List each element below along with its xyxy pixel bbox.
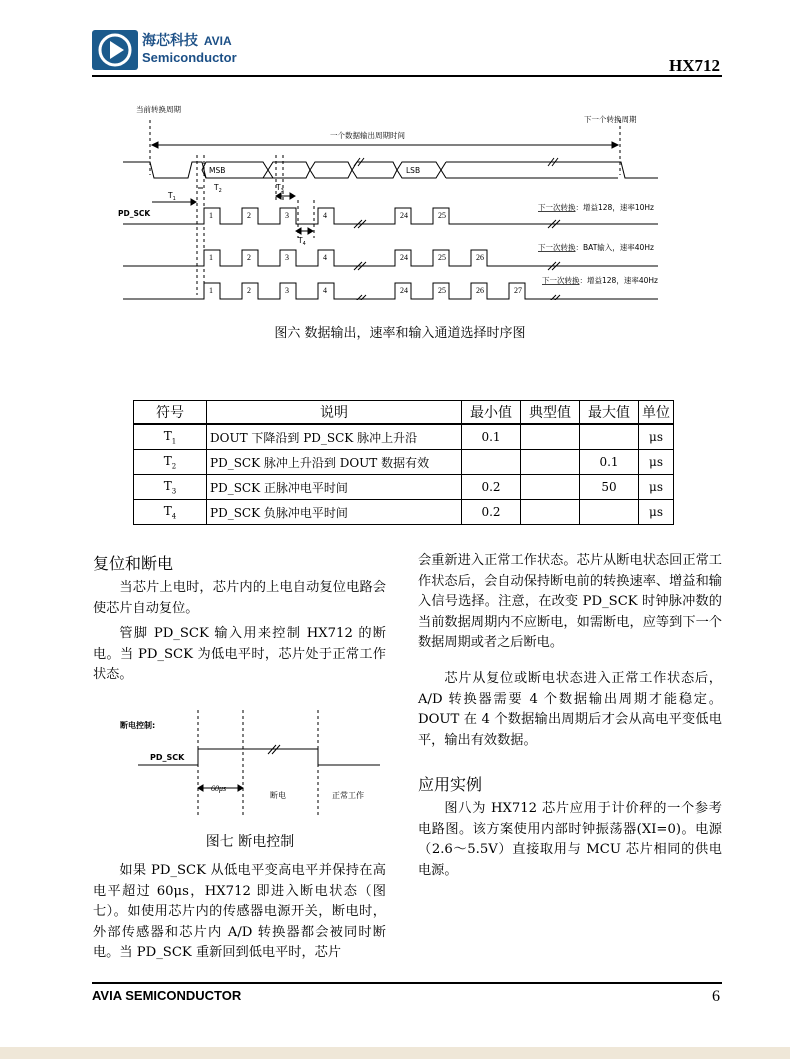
cell-min: 0.1 bbox=[462, 424, 521, 450]
msb-label: MSB bbox=[209, 166, 226, 175]
application-heading: 应用实例 bbox=[418, 775, 483, 794]
page-bottom-band bbox=[0, 1047, 790, 1059]
left-paragraph-1: 当芯片上电时，芯片内的上电自动复位电路会使芯片自动复位。 bbox=[93, 580, 386, 616]
model-number: HX712 bbox=[669, 56, 720, 75]
col-unit: 单位 bbox=[639, 401, 674, 425]
cell-unit: μs bbox=[639, 475, 674, 500]
cell-unit: μs bbox=[639, 450, 674, 475]
cell-typ bbox=[521, 500, 580, 525]
pulse-label: 2 bbox=[247, 211, 251, 220]
pd-sck-pulse-train bbox=[123, 283, 658, 299]
pd-sck-pulse-train bbox=[123, 250, 658, 266]
pulse-label: 27 bbox=[514, 286, 522, 295]
pulse-label: 1 bbox=[209, 253, 213, 262]
t1-label: $T_1$ bbox=[168, 191, 176, 202]
cell-symbol: $T_1$ bbox=[134, 424, 207, 450]
logo-play-icon bbox=[92, 30, 138, 70]
row2-next-conversion: 下一次转换：BAT输入，速率40Hz bbox=[538, 243, 654, 252]
cell-typ bbox=[521, 424, 580, 450]
cell-min: 0.2 bbox=[462, 475, 521, 500]
pulse-label: 3 bbox=[285, 211, 289, 220]
table-row bbox=[134, 475, 674, 500]
pulse-label: 26 bbox=[476, 253, 484, 262]
figure6-caption: 图六 数据输出，速率和输入通道选择时序图 bbox=[274, 326, 526, 341]
reset-powerdown-heading: 复位和断电 bbox=[93, 554, 174, 573]
fig7-time: 60μs bbox=[211, 784, 227, 793]
table-header-row bbox=[134, 401, 674, 425]
pulse-label: 1 bbox=[209, 286, 213, 295]
cell-description: DOUT 下降沿到 PD_SCK 脉冲上升沿 bbox=[207, 424, 462, 450]
col-min: 最小值 bbox=[462, 401, 521, 425]
t4-label: $T_4$ bbox=[298, 236, 306, 247]
col-description: 说明 bbox=[207, 401, 462, 425]
pulse-label: 24 bbox=[400, 286, 408, 295]
current-cycle-label: 当前转换周期 bbox=[136, 105, 181, 114]
cell-max bbox=[580, 500, 639, 525]
cell-typ bbox=[521, 475, 580, 500]
pulse-label: 2 bbox=[247, 286, 251, 295]
fig7-normal: 正常工作 bbox=[332, 791, 364, 800]
cell-max: 50 bbox=[580, 475, 639, 500]
row1-next-conversion: 下一次转换：增益128，速率10Hz bbox=[538, 203, 654, 212]
pulse-label: 25 bbox=[438, 211, 446, 220]
pulse-label: 4 bbox=[323, 253, 327, 262]
t2-label: $T_2$ bbox=[214, 183, 222, 194]
footer-divider bbox=[92, 982, 722, 984]
col-max: 最大值 bbox=[580, 401, 639, 425]
page-number: 6 bbox=[712, 988, 720, 1005]
cell-description: PD_SCK 正脉冲电平时间 bbox=[207, 475, 462, 500]
cell-unit: μs bbox=[639, 500, 674, 525]
timing-spec-table bbox=[133, 400, 674, 525]
left-paragraph-2: 管脚 PD_SCK 输入用来控制 HX712 的断电。当 PD_SCK 为低电平时，芯片处于正常工作状态。 bbox=[93, 626, 386, 682]
table-row bbox=[134, 450, 674, 475]
footer-company: AVIA SEMICONDUCTOR bbox=[92, 988, 242, 1003]
table-row bbox=[134, 424, 674, 450]
pulse-label: 3 bbox=[285, 286, 289, 295]
company-logo bbox=[92, 30, 138, 70]
figure7-caption: 图七 断电控制 bbox=[205, 834, 295, 850]
pulse-label: 4 bbox=[323, 286, 327, 295]
pulse-label: 24 bbox=[400, 253, 408, 262]
cell-symbol: $T_2$ bbox=[134, 450, 207, 475]
pulse-label: 2 bbox=[247, 253, 251, 262]
pd-sck-label: PD_SCK bbox=[118, 209, 151, 218]
cell-description: PD_SCK 脉冲上升沿到 DOUT 数据有效 bbox=[207, 450, 462, 475]
col-typ: 典型值 bbox=[521, 401, 580, 425]
right-paragraph-3: 图八为 HX712 芯片应用于计价秤的一个参考电路图。该方案使用内部时钟振荡器(XI=0)。电源（2.6～5.5V）直接取用与 MCU 芯片相同的供电电源。 bbox=[418, 801, 722, 878]
header-divider bbox=[92, 75, 722, 77]
pulse-label: 4 bbox=[323, 211, 327, 220]
fig7-power-down: 断电 bbox=[270, 791, 286, 800]
fig7-pd-sck: PD_SCK bbox=[150, 753, 185, 762]
data-period-label: 一个数据输出周期时间 bbox=[330, 131, 405, 140]
row3-next-conversion: 下一次转换：增益128，速率40Hz bbox=[542, 276, 658, 285]
cell-max: 0.1 bbox=[580, 450, 639, 475]
logo-chinese-name: 海芯科技 AVIA bbox=[142, 32, 232, 48]
pulse-label: 3 bbox=[285, 253, 289, 262]
timing-diagram bbox=[118, 100, 688, 300]
pulse-label: 25 bbox=[438, 253, 446, 262]
right-paragraph-1: 会重新进入正常工作状态。芯片从断电状态回正常工作状态后，会自动保持断电前的转换速率、增益和输入信号选择。注意，在改变 PD_SCK 时钟脉冲数的当前数据周期内不应断电，如需断电，应等到下一个数据周期或者之后断电。 bbox=[418, 553, 722, 650]
col-symbol: 符号 bbox=[134, 401, 207, 425]
cell-description: PD_SCK 负脉冲电平时间 bbox=[207, 500, 462, 525]
table-row bbox=[134, 500, 674, 525]
next-cycle-label: 下一个转换周期 bbox=[584, 115, 637, 124]
left-paragraph-3: 如果 PD_SCK 从低电平变高电平并保持在高电平超过 60μs，HX712 即进入断电状态（图七）。如使用芯片内的传感器电源开关，断电时，外部传感器和芯片内 A/D 转换器都会被同时断电。当 PD_SCK 重新回到低电平时，芯片 bbox=[93, 863, 386, 960]
pulse-label: 25 bbox=[438, 286, 446, 295]
cell-typ bbox=[521, 450, 580, 475]
pulse-label: 24 bbox=[400, 211, 408, 220]
pulse-label: 1 bbox=[209, 211, 213, 220]
cell-max bbox=[580, 424, 639, 450]
fig7-label: 断电控制: bbox=[120, 721, 156, 730]
lsb-label: LSB bbox=[406, 166, 421, 175]
cell-min bbox=[462, 450, 521, 475]
powerdown-diagram bbox=[118, 708, 383, 823]
cell-symbol: $T_3$ bbox=[134, 475, 207, 500]
cell-unit: μs bbox=[639, 424, 674, 450]
t3-label: $T_3$ bbox=[276, 183, 284, 194]
cell-symbol: $T_4$ bbox=[134, 500, 207, 525]
pulse-label: 26 bbox=[476, 286, 484, 295]
logo-english-name: Semiconductor bbox=[142, 50, 237, 65]
right-paragraph-2: 芯片从复位或断电状态进入正常工作状态后，A/D 转换器需要 4 个数据输出周期才能稳定。DOUT 在 4 个数据输出周期后才会从高电平变低电平，输出有效数据。 bbox=[418, 671, 722, 748]
cell-min: 0.2 bbox=[462, 500, 521, 525]
logo-avia: AVIA bbox=[203, 34, 232, 48]
